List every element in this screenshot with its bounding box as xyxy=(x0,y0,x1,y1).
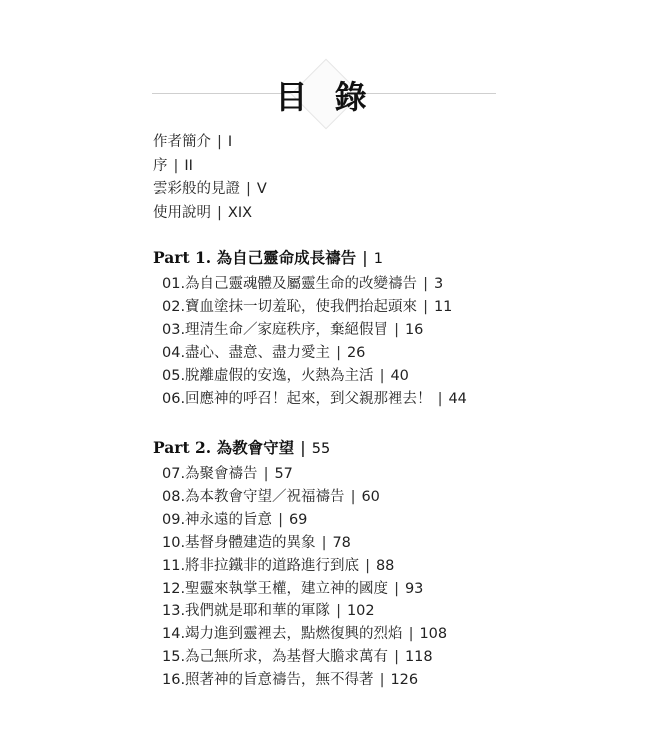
toc-header xyxy=(0,66,650,122)
part-2-heading[interactable] xyxy=(153,436,330,458)
chapter-page: 102 xyxy=(346,603,375,620)
chapter-label: 11.將非拉鐵非的道路進行到底 xyxy=(162,557,360,574)
chapter-page: 57 xyxy=(274,466,293,482)
chapter-label: 10.基督身體建造的異象 xyxy=(162,534,316,551)
entry-label: 雲彩般的見證 xyxy=(153,181,240,197)
chapter-label: 04.盡心、盡意、盡力愛主 xyxy=(162,344,331,361)
chapter-page: 26 xyxy=(346,344,366,361)
separator: | xyxy=(336,344,341,361)
entry-page: I xyxy=(227,134,233,150)
chapter-page: 44 xyxy=(448,390,467,407)
chapter-item[interactable] xyxy=(162,388,467,411)
chapter-label: 09.神永遠的旨意 xyxy=(162,511,273,528)
chapter-page: 3 xyxy=(433,276,444,292)
chapter-page: 11 xyxy=(433,298,453,315)
chapter-item[interactable] xyxy=(162,578,447,601)
chapter-item[interactable] xyxy=(162,600,447,623)
front-matter-list xyxy=(153,131,267,225)
front-matter-item[interactable] xyxy=(153,178,267,202)
chapter-label: 05.脫離虛假的安逸，火熱為主活 xyxy=(162,367,374,384)
chapter-item[interactable] xyxy=(162,463,447,486)
chapter-page: 69 xyxy=(288,511,308,528)
separator: | xyxy=(350,488,356,505)
separator: | xyxy=(321,534,327,551)
separator: | xyxy=(362,248,368,267)
separator: | xyxy=(246,181,251,197)
chapter-item[interactable] xyxy=(162,486,447,509)
separator: | xyxy=(173,157,179,174)
separator: | xyxy=(394,649,399,666)
chapter-item[interactable] xyxy=(162,319,467,342)
chapter-page: 118 xyxy=(404,649,433,666)
separator: | xyxy=(379,367,385,384)
chapter-item[interactable] xyxy=(162,296,467,319)
part-page: 55 xyxy=(311,441,331,457)
chapter-page: 126 xyxy=(390,672,419,689)
chapter-label: 16.照著神的旨意禱告，無不得著 xyxy=(162,672,374,689)
part-1-chapter-list xyxy=(162,273,467,410)
entry-page: XIX xyxy=(227,204,253,221)
front-matter-item[interactable] xyxy=(153,155,267,179)
chapter-label: 12.聖靈來執掌王權，建立神的國度 xyxy=(162,580,389,597)
part-1-heading[interactable] xyxy=(153,246,383,268)
separator: | xyxy=(365,557,370,574)
chapter-label: 14.竭力進到靈裡去，點燃復興的烈焰 xyxy=(162,626,403,643)
chapter-label: 07.為聚會禱告 xyxy=(162,466,258,482)
separator: | xyxy=(217,134,222,150)
chapter-label: 15.為己無所求，為基督大膽求萬有 xyxy=(162,649,389,666)
chapter-page: 78 xyxy=(332,534,351,551)
part-2-chapter-list xyxy=(162,463,447,692)
separator: | xyxy=(423,276,428,292)
separator: | xyxy=(408,626,414,643)
chapter-label: 06.回應神的呼召！起來，到父親那裡去！ xyxy=(162,390,432,407)
chapter-item[interactable] xyxy=(162,509,447,532)
toc-title: 目 錄 xyxy=(275,78,375,116)
entry-label: 使用說明 xyxy=(153,204,211,221)
chapter-label: 02.寶血塗抹一切羞恥，使我們抬起頭來 xyxy=(162,298,418,315)
part-label: Part 1. 為自己靈命成長禱告 xyxy=(153,248,357,267)
chapter-item[interactable] xyxy=(162,342,467,365)
separator: | xyxy=(278,511,283,528)
chapter-page: 108 xyxy=(419,626,448,643)
chapter-label: 03.理清生命／家庭秩序，棄絕假冒 xyxy=(162,321,389,338)
chapter-item[interactable] xyxy=(162,623,447,646)
separator: | xyxy=(394,321,399,338)
separator: | xyxy=(336,603,341,620)
chapter-item[interactable] xyxy=(162,669,447,692)
separator: | xyxy=(300,438,306,457)
chapter-page: 93 xyxy=(404,580,424,597)
part-label: Part 2. 為教會守望 xyxy=(153,438,295,457)
chapter-item[interactable] xyxy=(162,555,447,578)
entry-label: 作者簡介 xyxy=(153,134,211,150)
separator: | xyxy=(263,466,269,482)
entry-page: II xyxy=(184,157,193,174)
chapter-item[interactable] xyxy=(162,532,447,555)
chapter-item[interactable] xyxy=(162,273,467,296)
chapter-page: 40 xyxy=(390,367,409,384)
chapter-item[interactable] xyxy=(162,646,447,669)
chapter-page: 16 xyxy=(404,321,424,338)
chapter-label: 01.為自己靈魂體及屬靈生命的改變禱告 xyxy=(162,276,418,292)
front-matter-item[interactable] xyxy=(153,202,267,226)
entry-page: V xyxy=(256,181,267,197)
chapter-label: 13.我們就是耶和華的軍隊 xyxy=(162,603,331,620)
chapter-item[interactable] xyxy=(162,365,467,388)
part-page: 1 xyxy=(373,251,383,267)
entry-label: 序 xyxy=(153,157,168,174)
chapter-label: 08.為本教會守望／祝福禱告 xyxy=(162,488,345,505)
chapter-page: 88 xyxy=(375,557,395,574)
separator: | xyxy=(379,672,385,689)
front-matter-item[interactable] xyxy=(153,131,267,155)
separator: | xyxy=(423,298,428,315)
chapter-page: 60 xyxy=(361,488,380,505)
separator: | xyxy=(437,390,443,407)
separator: | xyxy=(217,204,222,221)
separator: | xyxy=(394,580,399,597)
